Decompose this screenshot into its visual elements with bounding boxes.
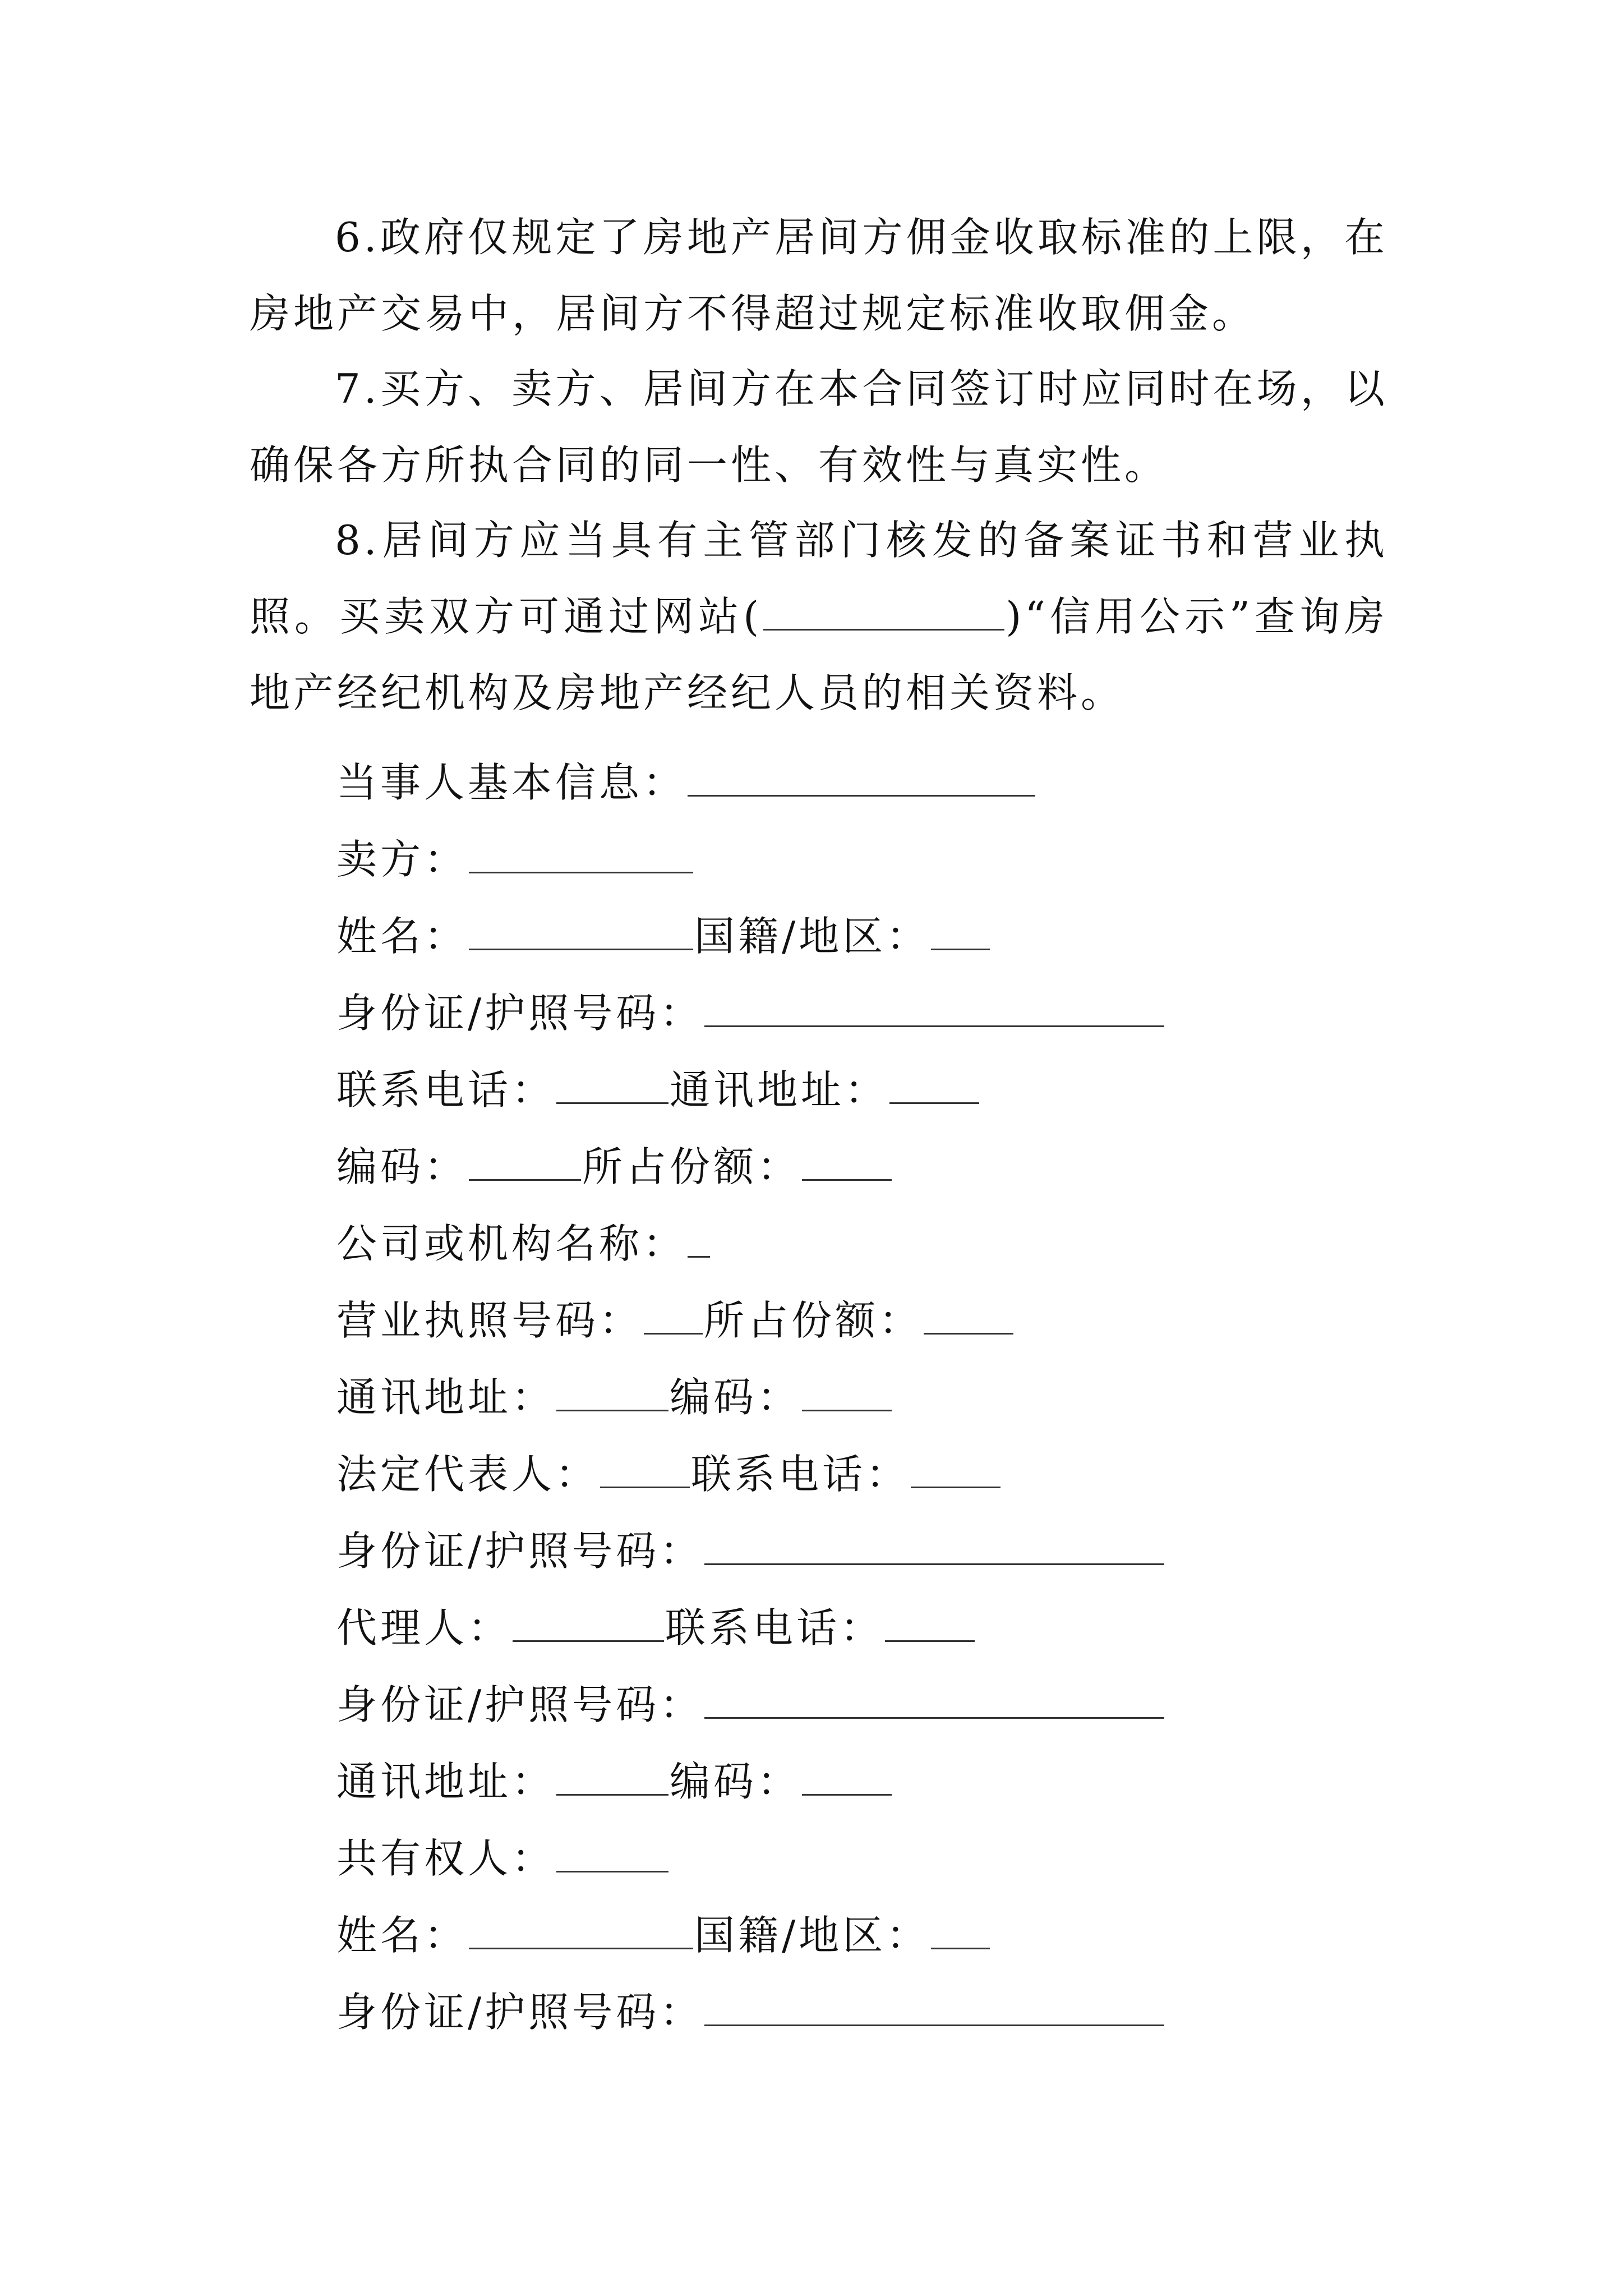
seller-field[interactable] [469,832,693,873]
clause-8-text-after: )“信用公示”查询房地产经纪机构及房地产经纪人员的相关资料。 [250,593,1388,716]
address-label: 通讯地址： [336,1758,556,1805]
company-name-line [336,1216,711,1272]
phone-label: 联系电话： [691,1451,910,1498]
name-label: 姓名： [336,913,468,960]
address-field[interactable] [556,1755,668,1796]
code-label: 编码： [336,1143,468,1190]
name-label: 姓名： [336,1912,468,1959]
agent-line [336,1600,976,1656]
id-passport-field[interactable] [704,1678,1164,1719]
clause-8-text-before: 居间方应当具有主管部门核发的备案证书和营业执照。买卖双方可通过网站( [250,517,1388,640]
code-field[interactable] [802,1755,892,1796]
website-field[interactable] [763,590,1004,631]
id-passport-label: 身份证/护照号码： [336,1681,704,1728]
agent-id-line [336,1677,1165,1733]
seller-line [336,831,694,887]
code-label: 编码： [670,1374,801,1421]
seller-contact-line [336,1062,980,1118]
company-name-field[interactable] [688,1217,710,1258]
nationality-field[interactable] [931,1908,990,1949]
nationality-label: 国籍/地区： [694,1912,930,1959]
company-name-label: 公司或机构名称： [336,1220,687,1267]
parties-info-label: 当事人基本信息： [336,759,687,806]
seller-code-line [336,1139,893,1195]
id-passport-label: 身份证/护照号码： [336,990,704,1037]
nationality-label: 国籍/地区： [694,913,930,960]
seller-id-line [336,985,1165,1041]
clause-8-number: 8. [335,517,380,564]
legal-rep-label: 法定代表人： [336,1451,600,1498]
co-owner-field[interactable] [556,1832,668,1872]
license-line [336,1292,1015,1349]
co-owner-id-line [336,1984,1165,2040]
phone-label: 联系电话： [336,1066,556,1114]
parties-info-line [336,754,1036,811]
share-label: 所占份额： [582,1143,801,1190]
code-field[interactable] [469,1140,581,1181]
id-passport-field[interactable] [704,1524,1164,1565]
seller-name-line [336,908,991,964]
phone-field[interactable] [911,1447,1000,1488]
license-no-label: 营业执照号码： [336,1297,643,1344]
legal-rep-id-line [336,1523,1165,1579]
parties-info-field[interactable] [688,756,1035,797]
id-passport-label: 身份证/护照号码： [336,1527,704,1575]
phone-label: 联系电话： [665,1604,884,1651]
clause-6-text: 政府仅规定了房地产居间方佣金收取标准的上限，在房地产交易中，居间方不得超过规定标准收取佣金。 [250,214,1388,337]
license-no-field[interactable] [644,1294,703,1335]
clause-7-text: 买方、卖方、居间方在本合同签订时应同时在场，以确保各方所执合同的同一性、有效性与真实性。 [250,365,1388,489]
seller-label: 卖方： [336,836,468,883]
name-field[interactable] [469,1908,693,1949]
agent-field[interactable] [513,1601,664,1642]
agent-label: 代理人： [336,1604,512,1651]
clause-7 [250,351,1388,503]
clause-6 [250,199,1388,352]
address-label: 通讯地址： [336,1374,556,1421]
share-field[interactable] [802,1140,892,1181]
name-field[interactable] [469,909,693,950]
co-owner-label: 共有权人： [336,1835,556,1882]
code-label: 编码： [670,1758,801,1805]
phone-field[interactable] [885,1601,975,1642]
co-owner-line [336,1830,670,1887]
phone-field[interactable] [556,1063,668,1104]
legal-rep-line [336,1446,1002,1502]
clause-6-number: 6. [335,214,380,261]
id-passport-field[interactable] [704,1985,1164,2026]
nationality-field[interactable] [931,909,990,950]
code-field[interactable] [802,1370,892,1411]
address-label: 通讯地址： [670,1066,889,1114]
share-label: 所占份额： [704,1297,923,1344]
address-field[interactable] [556,1370,668,1411]
id-passport-label: 身份证/护照号码： [336,1989,704,2036]
id-passport-field[interactable] [704,986,1164,1027]
clause-8 [250,502,1388,731]
address-field[interactable] [889,1063,979,1104]
company-address-line [336,1369,893,1425]
agent-address-line [336,1754,893,1810]
share-field[interactable] [924,1294,1013,1335]
legal-rep-field[interactable] [600,1447,690,1488]
clause-7-number: 7. [335,365,380,412]
co-owner-name-line [336,1907,991,1963]
